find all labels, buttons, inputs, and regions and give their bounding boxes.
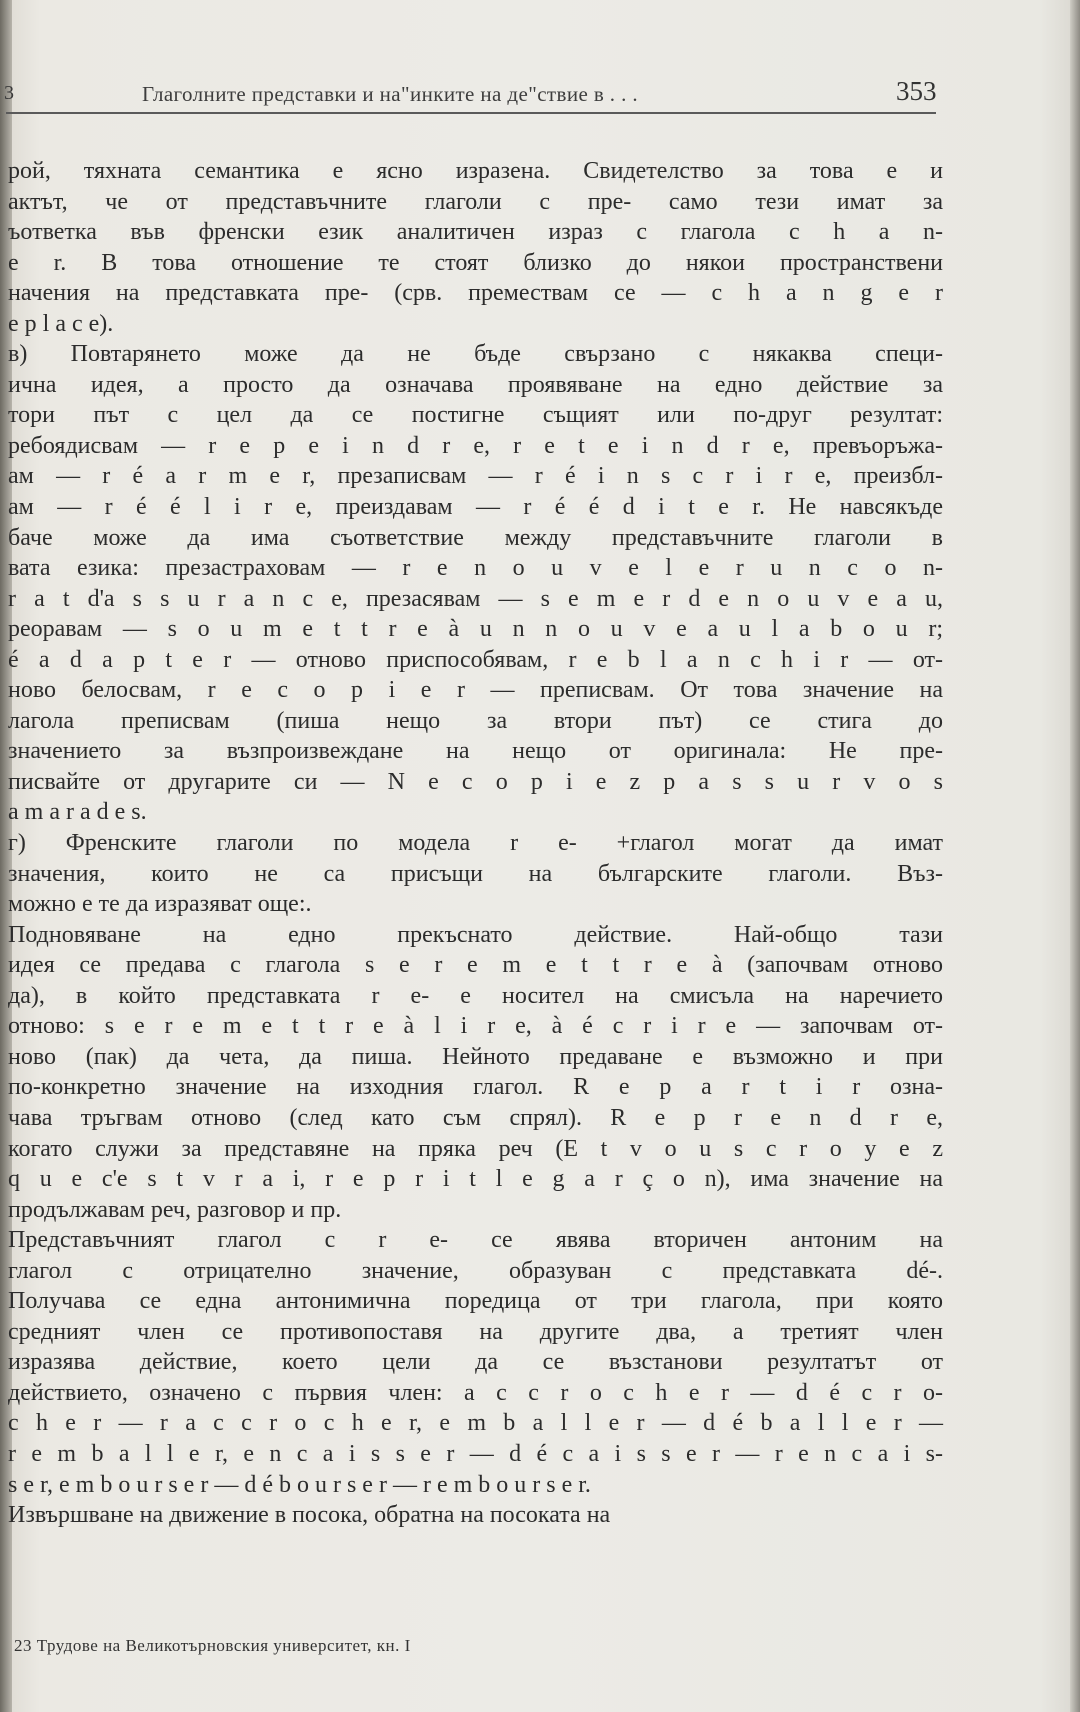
body-text: [8, 156, 948, 1531]
text-line: продължавам реч, разговор и пр.: [8, 1196, 342, 1223]
text-line: é a d a p t e r — отново приспособявам, r e b l a n c h i r — от-: [8, 646, 943, 673]
footer-note: 23 Трудове на Великотърновския университет, кн. I: [14, 1636, 411, 1655]
header-page-mark: 3: [4, 82, 14, 104]
running-header: [0, 72, 940, 112]
paragraph: [8, 920, 948, 1225]
text-line: Получава се една антонимична поредица от три глагола, при която: [8, 1288, 943, 1315]
text-line: a m a r a d e s.: [8, 799, 147, 826]
paragraph: [8, 1500, 948, 1531]
text-line: Представъчният глагол с r e- се явява вторичен антоним на: [8, 1227, 943, 1254]
text-line: изразява действие, което цели да се възстанови резултатът от: [8, 1349, 943, 1376]
header-rule: [6, 112, 936, 114]
text-line: лагола преписвам (пиша нещо за втори път) се стига до: [8, 707, 943, 734]
text-line: реоравам — s o u m e t t r e à u n n o u v e a u l a b o u r;: [8, 616, 943, 643]
text-line: действието, означено с първия член: a c c r o c h e r — d é c r o-: [8, 1379, 943, 1406]
text-line: значения, които не са присъщи на българските глаголи. Въз-: [8, 860, 943, 887]
text-line: ново белосвам, r e c o p i e r — преписвам. От това значение на: [8, 677, 943, 704]
text-line: рой, тяхната семантика е ясно изразена. Свидетелство за това е и: [8, 158, 943, 184]
paragraph: [8, 156, 948, 339]
text-line: ам — r é a r m e r, презаписвам — r é i n s c r i r e, преизбл-: [8, 463, 943, 490]
paragraph: [8, 828, 948, 920]
text-line: актът, че от представъчните глаголи с пре- само тези имат за: [8, 188, 943, 215]
text-line: в) Повтарянето може да не бъде свързано с някаква специ-: [8, 341, 943, 368]
text-line: ична идея, а просто да означава проявяване на едно действие за: [8, 371, 943, 398]
paragraph: [8, 339, 948, 828]
text-line: вата езика: презастраховам — r e n o u v e l e r u n c o n-: [8, 555, 943, 582]
text-line: тори път с цел да се постигне същият или по-друг резултат:: [8, 402, 943, 429]
text-line: идея се предава с глагола s e r e m e t t r e à (започвам отново: [8, 952, 943, 979]
text-line: писвайте от другарите си — N e c o p i e z p a s s u r v o s: [8, 768, 943, 795]
text-line: e p l a c e).: [8, 310, 114, 337]
running-title: Глаголните представки и на"инките на де"ствие в . . .: [142, 82, 639, 106]
text-line: по-конкретно значение на изходния глагол. R e p a r t i r озна-: [8, 1074, 943, 1101]
text-line: когато служи за представяне на пряка реч (E t v o u s c r o y e z: [8, 1135, 943, 1162]
text-line: баче може да има съответствие между представъчните глаголи в: [8, 524, 943, 551]
text-line: q u e c'e s t v r a i, r e p r i t l e g a r ç o n), има значение на: [8, 1166, 943, 1193]
text-line: г) Френските глаголи по модела r e- +глагол могат да имат: [8, 830, 943, 857]
text-line: да), в който представката r e- е носител на смисъла на наречието: [8, 982, 943, 1009]
paragraph: [8, 1225, 948, 1500]
page-edge-shadow: [1070, 0, 1080, 1712]
text-line: ам — r é é l i r e, преиздавам — r é é d i t e r. Не навсякъде: [8, 494, 943, 521]
text-line: r a t d'a s s u r a n c e, презасявам — s e m e r d e n o u v e a u,: [8, 585, 943, 612]
text-line: можно е те да изразяват още:.: [8, 891, 312, 918]
text-line: чава тръгвам отново (след като съм спрял). R e p r e n d r e,: [8, 1104, 943, 1131]
text-line: глагол с отрицателно значение, образуван с представката dé-.: [8, 1257, 943, 1284]
text-line: e r. В това отношение те стоят близко до някои пространствени: [8, 249, 943, 276]
text-line: ъответка във френски език аналитичен израз с глагола c h a n-: [8, 219, 943, 246]
text-line: Подновяване на едно прекъснато действие. Най-общо тази: [8, 921, 943, 948]
text-line: s e r, e m b o u r s e r — d é b o u r s e r — r e m b o u r s e r.: [8, 1471, 591, 1498]
text-line: ребоядисвам — r e p e i n d r e, r e t e i n d r e, превъоръжа-: [8, 432, 943, 459]
text-line: средният член се противопоставя на другите два, а третият член: [8, 1318, 943, 1345]
text-line: c h e r — r a c c r o c h e r, e m b a l l e r — d é b a l l e r —: [8, 1410, 943, 1437]
text-line: r e m b a l l e r, e n c a i s s e r — d é c a i s s e r — r e n c a i s-: [8, 1440, 943, 1467]
text-line: отново: s e r e m e t t r e à l i r e, à é c r i r e — започвам от-: [8, 1013, 943, 1040]
text-line: значението за възпроизвеждане на нещо от оригинала: Не пре-: [8, 738, 943, 765]
text-line: начения на представката пре- (срв. премествам се — c h a n g e r: [8, 280, 943, 307]
page-number: 353: [896, 76, 937, 106]
text-line: Извършване на движение в посока, обратна на посоката на: [8, 1502, 611, 1529]
text-line: ново (пак) да чета, да пиша. Нейното предаване е възможно и при: [8, 1043, 943, 1070]
